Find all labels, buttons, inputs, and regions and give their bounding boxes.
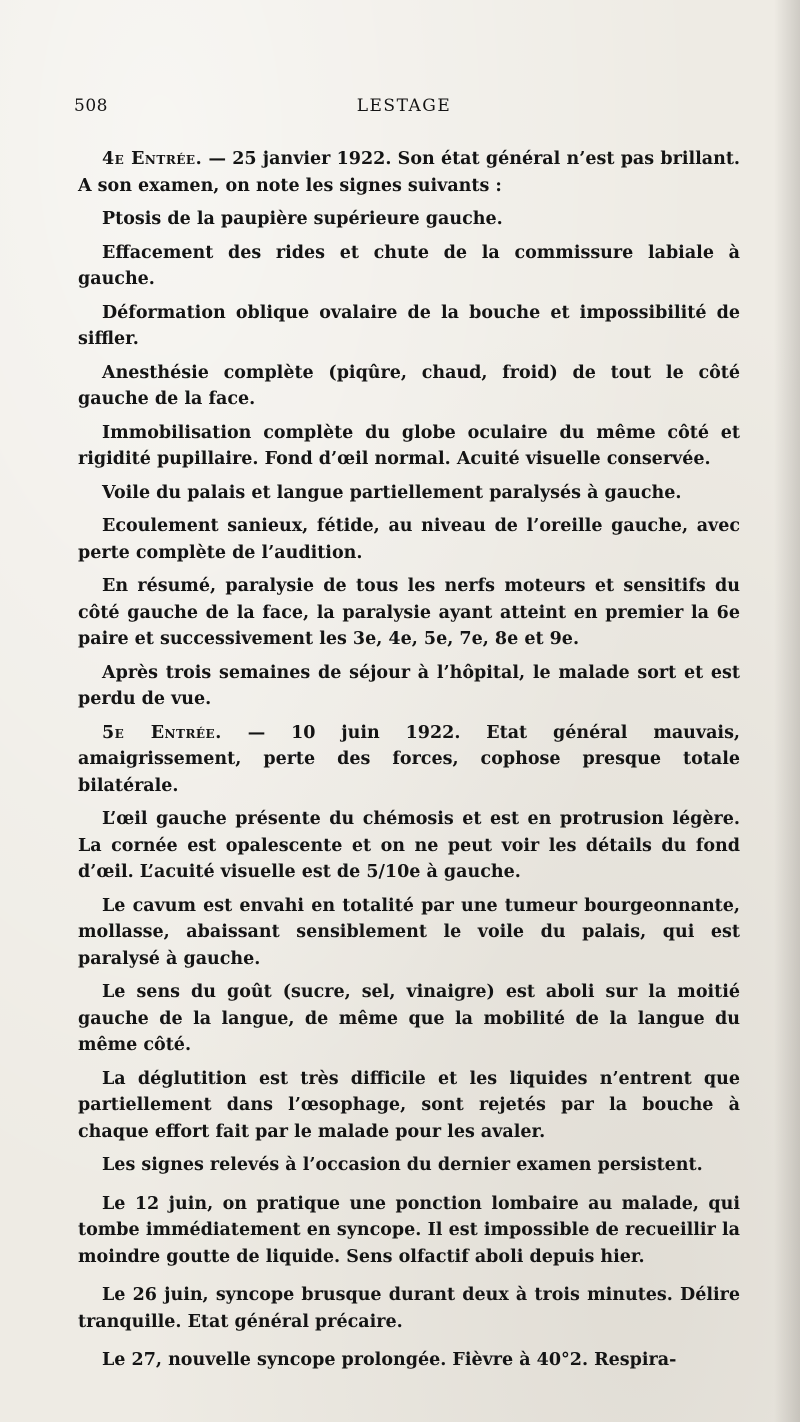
- paragraph: En résumé, paralysie de tous les nerfs moteurs et sensitifs du côté gauche de la face, la paralysie ayant atteint en premier la 6e paire et successivement les 3e, 4e, 5e, 7e, 8e et 9e.: [78, 576, 740, 649]
- paragraph: Le 26 juin, syncope brusque durant deux à trois minutes. Délire tranquille. Etat général précaire.: [78, 1285, 740, 1332]
- entry-heading: 4e Entrée.: [102, 149, 203, 169]
- paragraph: Immobilisation complète du globe oculaire du même côté et rigidité pupillaire. Fond d’œil normal. Acuité visuelle conservée.: [78, 422, 740, 469]
- paragraph: Ecoulement sanieux, fétide, au niveau de l’oreille gauche, avec perte complète de l’audition.: [78, 516, 740, 563]
- paragraph: La déglutition est très difficile et les liquides n’entrent que partiellement dans l’œsophage, sont rejetés par la bouche à chaque effort fait par le malade pour les avaler.: [78, 1068, 740, 1142]
- paragraph: Le 27, nouvelle syncope prolongée. Fièvre à 40°2. Respira-: [102, 1350, 677, 1370]
- entry-heading: 5e Entrée.: [102, 722, 222, 743]
- running-title: LESTAGE: [356, 96, 452, 116]
- paragraph: Ptosis de la paupière supérieure gauche.: [102, 209, 503, 229]
- body-text: [78, 146, 740, 1381]
- paragraph: Anesthésie complète (piqûre, chaud, froid) de tout le côté gauche de la face.: [78, 362, 740, 409]
- page-edge-shadow: [774, 0, 800, 1422]
- paragraph: Effacement des rides et chute de la commissure labiale à gauche.: [78, 242, 740, 289]
- paragraph-entry-5: 5e Entrée. — 10 juin 1922. Etat général mauvais, amaigrissement, perte des forces, cophose presque totale bilatérale.: [78, 722, 741, 796]
- paragraph: Le 12 juin, on pratique une ponction lombaire au malade, qui tombe immédiatement en syncope. Il est impossible de recueillir la moindre goutte de liquide. Sens olfactif aboli depuis hier.: [78, 1193, 740, 1267]
- paragraph: Les signes relevés à l’occasion du dernier examen persistent.: [102, 1155, 703, 1175]
- paragraph-entry-4: 4e Entrée. — 25 janvier 1922. Son état général n’est pas brillant. A son examen, on note les signes suivants :: [78, 149, 741, 196]
- paragraph: Voile du palais et langue partiellement paralysés à gauche.: [102, 482, 682, 503]
- paragraph: Déformation oblique ovalaire de la bouche et impossibilité de siffler.: [78, 302, 740, 349]
- paragraph: Le sens du goût (sucre, sel, vinaigre) est aboli sur la moitié gauche de la langue, de même que la mobilité de la langue du même côté.: [78, 982, 740, 1055]
- paragraph: Le cavum est envahi en totalité par une tumeur bourgeonnante, mollasse, abaissant sensiblement le voile du palais, qui est paralysé à gauche.: [78, 895, 740, 969]
- page-header: [74, 96, 734, 120]
- page-number: 508: [74, 96, 108, 116]
- paragraph: L’œil gauche présente du chémosis et est en protrusion légère. La cornée est opalescente et on ne peut voir les détails du fond d’œil. L’acuité visuelle est de 5/10e à gauche.: [78, 809, 740, 882]
- paragraph: Après trois semaines de séjour à l’hôpital, le malade sort et est perdu de vue.: [78, 662, 740, 709]
